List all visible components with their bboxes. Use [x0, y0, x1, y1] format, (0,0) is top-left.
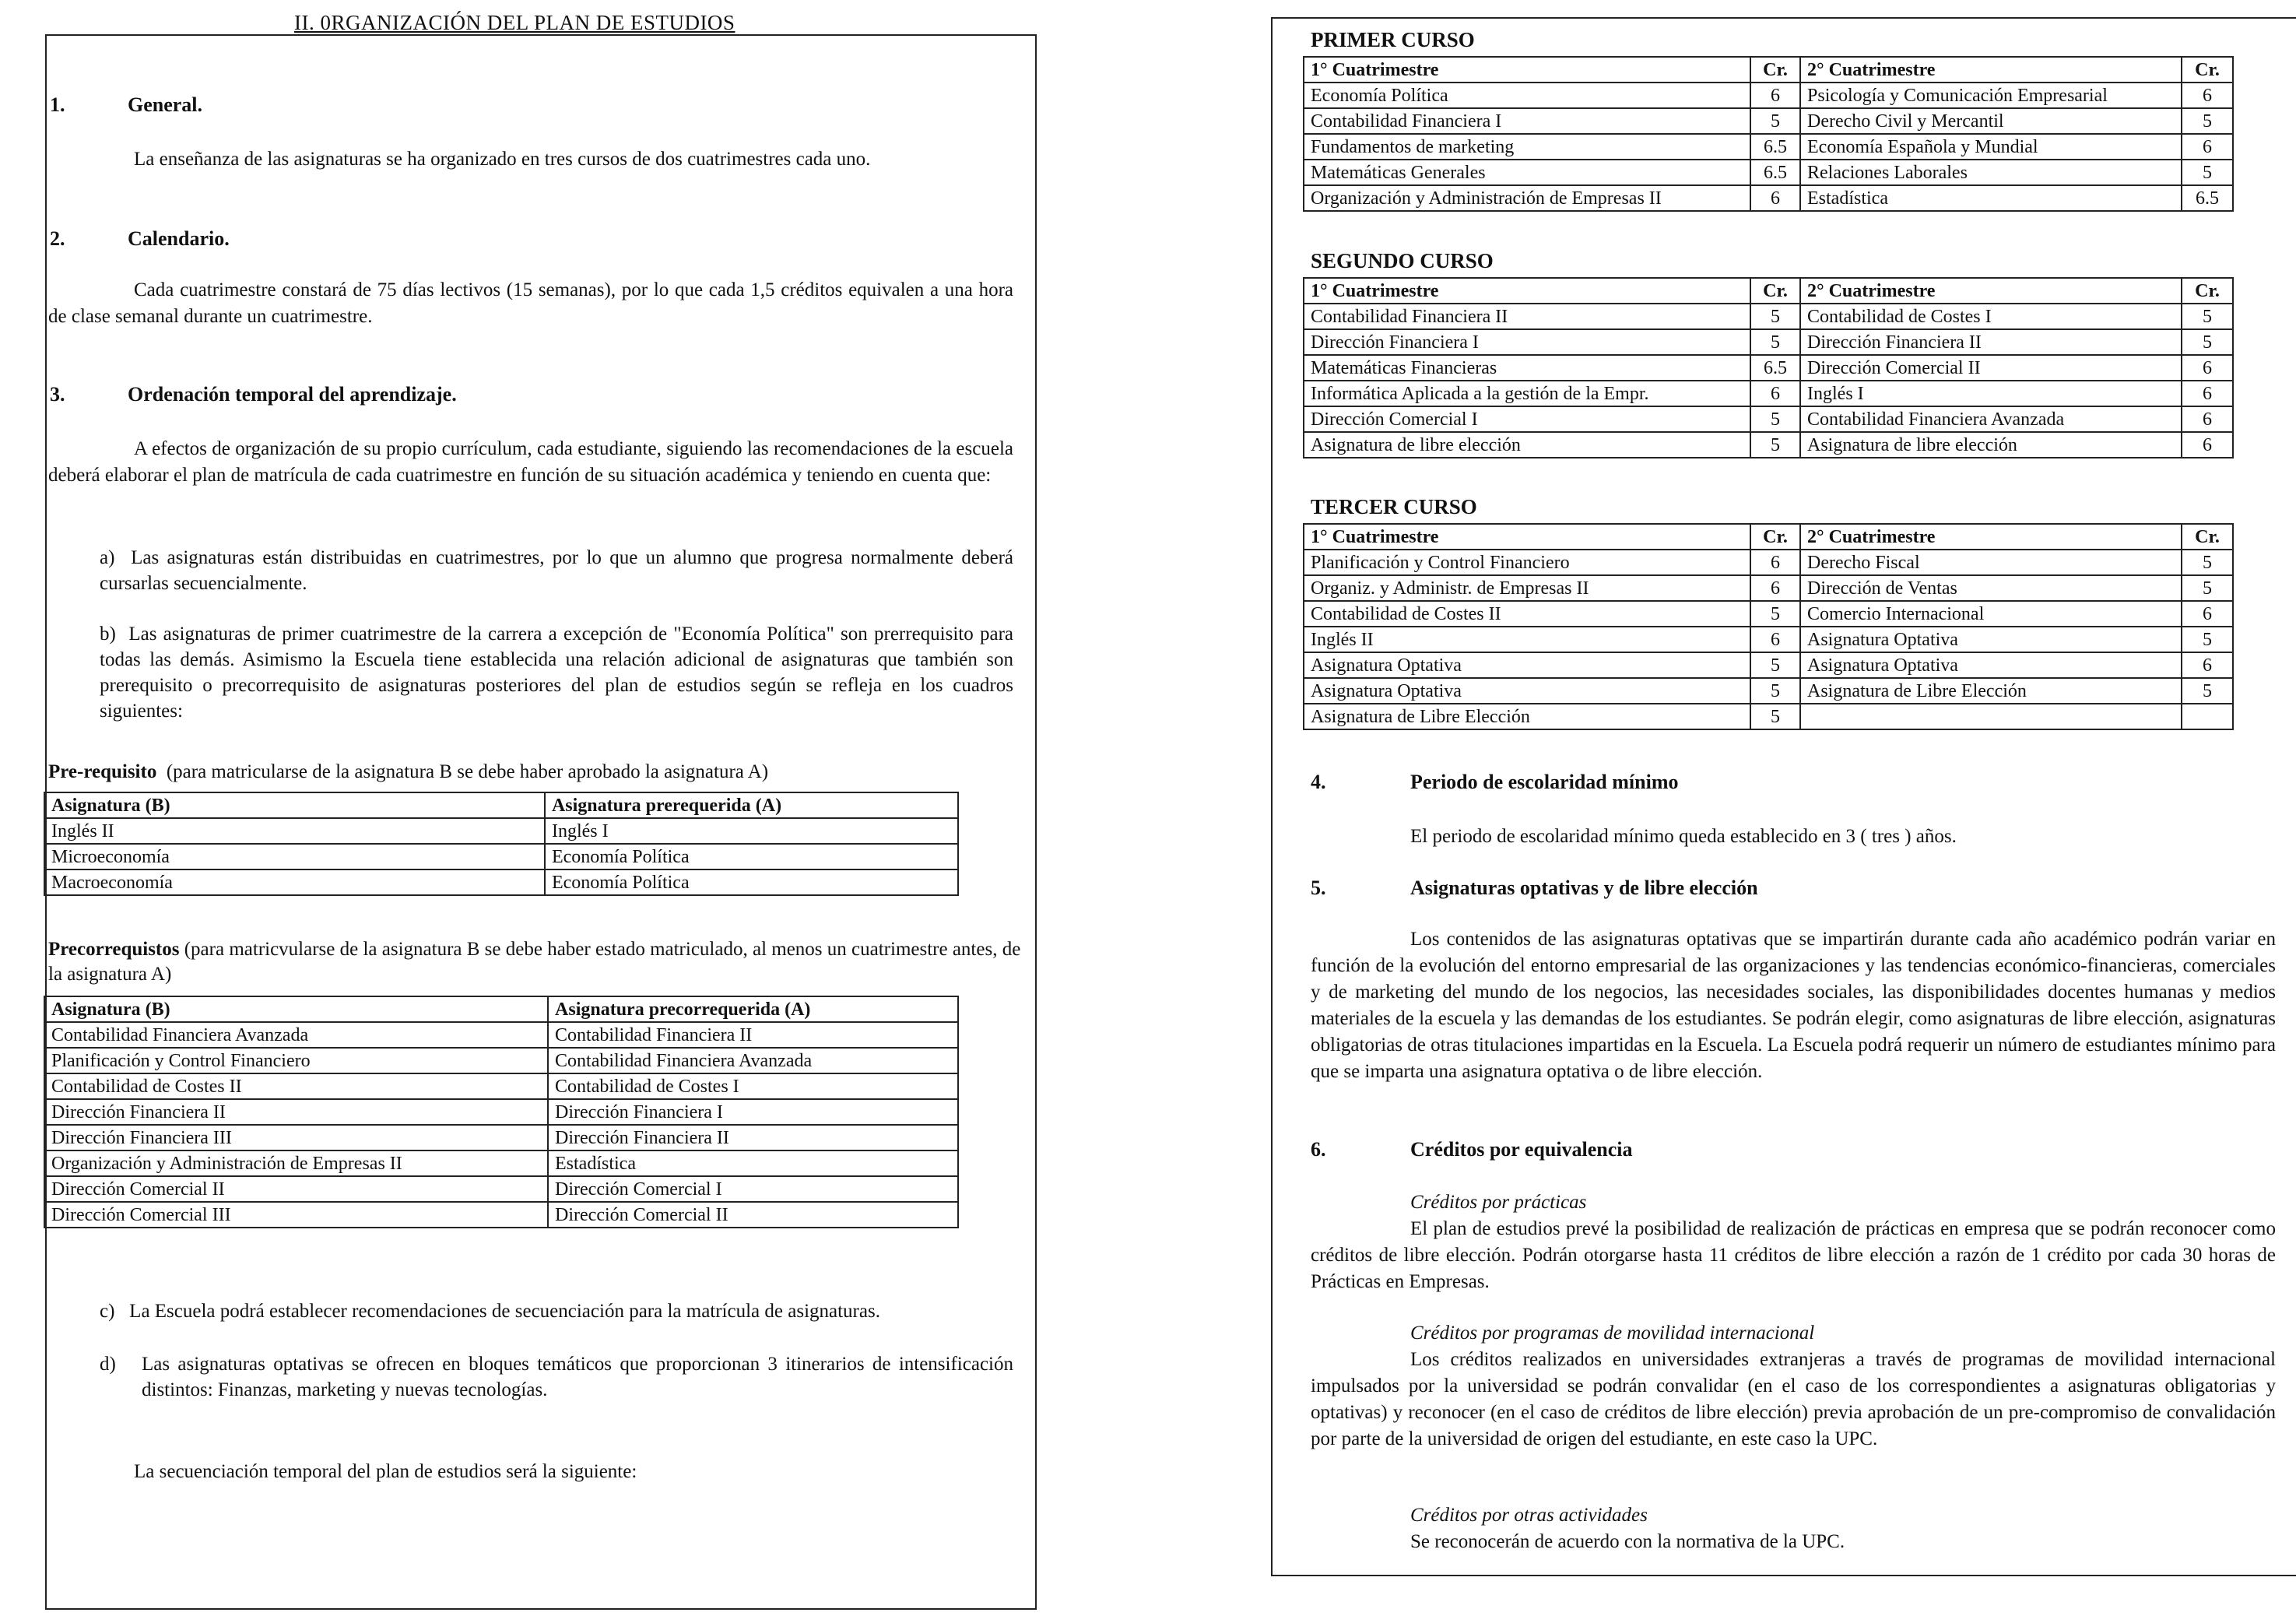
subject-cell: Contabilidad Financiera I: [1304, 108, 1750, 134]
column-header: Cr.: [1750, 278, 1800, 304]
credits-cell: 5: [1750, 406, 1800, 432]
table-cell: Organización y Administración de Empresas II: [44, 1151, 548, 1176]
subject-cell: Asignatura Optativa: [1800, 652, 2182, 678]
credits-cell: 5: [2182, 575, 2233, 601]
column-header: Cr.: [1750, 524, 1800, 550]
column-header: Asignatura (B): [44, 996, 548, 1022]
table-header-row: [1304, 57, 2233, 83]
credits-cell: 6: [2182, 381, 2233, 406]
table-cell: Dirección Comercial III: [44, 1202, 548, 1228]
item-d-label: d): [100, 1354, 116, 1375]
sub3-title: Créditos por otras actividades: [1410, 1505, 1648, 1526]
section-6-heading: [1311, 1138, 1633, 1161]
section-5-text: Los contenidos de las asignaturas optativas que se impartirán durante cada año académico podrán variar en función de la evolución del entorno empresarial de las organizaciones y las tendencias económico-financieras, comerciales y de marketing del mundo de los negocios, las necesidades sociales, las disponibilidades docentes humanas y medios materiales de la escuela y las demandas de los estudiantes. Se podrán elegir, como asignaturas de libre elección, asignaturas obligatorias de otras titulaciones impartidas en la Escuela. La Escuela podrá requerir un número de estudiantes mínimo para que se imparta una asignatura optativa o de libre elección.: [1311, 929, 2276, 1082]
closing-text: La secuenciación temporal del plan de estudios será la siguiente:: [134, 1461, 637, 1482]
column-header: Asignatura (B): [44, 792, 545, 818]
section-3-number: 3.: [50, 383, 65, 406]
table-row: [1304, 304, 2233, 329]
section-1-text: La enseñanza de las asignaturas se ha organizado en tres cursos de dos cuatrimestres cada uno.: [134, 149, 871, 170]
table-cell: Contabilidad Financiera Avanzada: [44, 1022, 548, 1048]
table-row: [44, 1176, 958, 1202]
subject-cell: Dirección de Ventas: [1800, 575, 2182, 601]
table-row: [44, 1099, 958, 1125]
section-1-title: General.: [128, 93, 203, 116]
column-header: 1° Cuatrimestre: [1304, 278, 1750, 304]
subject-cell: Planificación y Control Financiero: [1304, 550, 1750, 575]
item-b-label: b): [100, 624, 116, 645]
table-cell: Dirección Comercial II: [44, 1176, 548, 1202]
subject-cell: Asignatura Optativa: [1304, 652, 1750, 678]
table-cell: Economía Política: [545, 844, 958, 869]
credits-cell: 6.5: [1750, 134, 1800, 160]
column-header: Cr.: [2182, 278, 2233, 304]
credits-cell: 6: [1750, 83, 1800, 108]
table-header-row: [1304, 278, 2233, 304]
table-row: [44, 844, 958, 869]
credits-cell: 6: [2182, 652, 2233, 678]
subject-cell: Comercio Internacional: [1800, 601, 2182, 627]
table-row: [1304, 134, 2233, 160]
column-header: 2° Cuatrimestre: [1800, 57, 2182, 83]
column-header: Cr.: [2182, 57, 2233, 83]
table-row: [44, 1125, 958, 1151]
section-2-heading: [50, 227, 230, 251]
table-header-row: [1304, 524, 2233, 550]
table-cell: Inglés II: [44, 818, 545, 844]
section-6-title: Créditos por equivalencia: [1410, 1138, 1633, 1161]
subject-cell: Economía Española y Mundial: [1800, 134, 2182, 160]
section-2-text: Cada cuatrimestre constará de 75 días lectivos (15 semanas), por lo que cada 1,5 créditos equivalen a una hora de clase semanal durante un cuatrimestre.: [48, 279, 1013, 327]
table-header-row: [44, 996, 958, 1022]
section-1-heading: [50, 93, 202, 117]
table-row: [1304, 678, 2233, 704]
section-4-heading: [1311, 771, 1678, 794]
credits-cell: 5: [2182, 329, 2233, 355]
credits-cell: 5: [1750, 108, 1800, 134]
table-row: [1304, 627, 2233, 652]
subject-cell: Psicología y Comunicación Empresarial: [1800, 83, 2182, 108]
column-header: 1° Cuatrimestre: [1304, 57, 1750, 83]
credits-cell: 6: [2182, 406, 2233, 432]
tercer-curso-title: TERCER CURSO: [1311, 495, 1477, 518]
table-cell: Contabilidad Financiera Avanzada: [548, 1048, 958, 1073]
subject-cell: Dirección Financiera I: [1304, 329, 1750, 355]
column-header: 2° Cuatrimestre: [1800, 524, 2182, 550]
section-5-title: Asignaturas optativas y de libre elección: [1410, 876, 1758, 899]
subject-cell: Asignatura Optativa: [1800, 627, 2182, 652]
table-row: [44, 1202, 958, 1228]
item-a-label: a): [100, 547, 115, 568]
table-header-row: [44, 792, 958, 818]
section-3-text: A efectos de organización de su propio currículum, cada estudiante, siguiendo las recomendaciones de la escuela deberá elaborar el plan de matrícula de cada cuatrimestre en función de su situación académica y teniendo en cuenta que:: [48, 438, 1013, 486]
list-item-b: [100, 621, 1013, 724]
credits-cell: 5: [1750, 329, 1800, 355]
primer-curso-table: [1303, 56, 2234, 212]
item-a-text: Las asignaturas están distribuidas en cuatrimestres, por lo que un alumno que progresa normalmente deberá cursarlas secuencialmente.: [100, 547, 1014, 594]
table-row: [44, 1073, 958, 1099]
subject-cell: Matemáticas Financieras: [1304, 355, 1750, 381]
section-3-title: Ordenación temporal del aprendizaje.: [128, 383, 457, 406]
credits-cell: 5: [2182, 160, 2233, 185]
credits-cell: [2182, 704, 2233, 729]
item-d-text: Las asignaturas optativas se ofrecen en bloques temáticos que proporcionan 3 itinerarios de intensificación distintos: Finanzas, marketing y nuevas tecnologías.: [142, 1354, 1013, 1400]
table-cell: Planificación y Control Financiero: [44, 1048, 548, 1073]
table-row: [1304, 575, 2233, 601]
section-5-heading: [1311, 876, 1758, 900]
segundo-curso-title: SEGUNDO CURSO: [1311, 249, 1494, 272]
credits-cell: 5: [1750, 652, 1800, 678]
section-4-number: 4.: [1311, 771, 1326, 793]
subject-cell: Relaciones Laborales: [1800, 160, 2182, 185]
table-row: [1304, 355, 2233, 381]
list-item-c: [100, 1298, 1013, 1324]
credits-cell: 6: [1750, 185, 1800, 211]
column-header: Asignatura precorrequerida (A): [548, 996, 958, 1022]
page-title: II. 0RGANIZACIÓN DEL PLAN DE ESTUDIOS: [294, 11, 735, 34]
subject-cell: Inglés I: [1800, 381, 2182, 406]
subject-cell: Organiz. y Administr. de Empresas II: [1304, 575, 1750, 601]
table-row: [44, 818, 958, 844]
table-cell: Contabilidad de Costes I: [548, 1073, 958, 1099]
column-header: 1° Cuatrimestre: [1304, 524, 1750, 550]
sub3-text: Se reconocerán de acuerdo con la normativa de la UPC.: [1410, 1531, 1845, 1552]
credits-cell: 5: [2182, 678, 2233, 704]
segundo-curso-table: [1303, 277, 2234, 458]
table-row: [44, 1151, 958, 1176]
precorreq-table: [44, 996, 959, 1228]
table-cell: Dirección Comercial I: [548, 1176, 958, 1202]
prereq-caption: [48, 760, 1021, 785]
table-row: [1304, 406, 2233, 432]
credits-cell: 5: [1750, 304, 1800, 329]
table-row: [44, 869, 958, 895]
credits-cell: 5: [2182, 550, 2233, 575]
subject-cell: Contabilidad de Costes I: [1800, 304, 2182, 329]
subject-cell: Fundamentos de marketing: [1304, 134, 1750, 160]
section-3-heading: [50, 383, 457, 406]
column-header: Cr.: [1750, 57, 1800, 83]
credits-cell: 6.5: [1750, 160, 1800, 185]
credits-cell: 6: [2182, 134, 2233, 160]
table-cell: Contabilidad Financiera II: [548, 1022, 958, 1048]
credits-cell: 6: [2182, 83, 2233, 108]
table-cell: Dirección Financiera I: [548, 1099, 958, 1125]
subject-cell: Asignatura Optativa: [1304, 678, 1750, 704]
table-row: [1304, 550, 2233, 575]
table-row: [1304, 704, 2233, 729]
table-cell: Dirección Financiera II: [44, 1099, 548, 1125]
table-cell: Dirección Financiera III: [44, 1125, 548, 1151]
table-row: [1304, 108, 2233, 134]
subject-cell: Estadística: [1800, 185, 2182, 211]
credits-cell: 6: [2182, 601, 2233, 627]
subject-cell: Organización y Administración de Empresas II: [1304, 185, 1750, 211]
table-cell: Microeconomía: [44, 844, 545, 869]
subject-cell: Derecho Civil y Mercantil: [1800, 108, 2182, 134]
section-6-number: 6.: [1311, 1138, 1326, 1161]
tercer-curso-table: [1303, 523, 2234, 730]
table-row: [1304, 601, 2233, 627]
credits-cell: 6.5: [2182, 185, 2233, 211]
credits-cell: 6: [2182, 355, 2233, 381]
subject-cell: Dirección Financiera II: [1800, 329, 2182, 355]
subject-cell: Asignatura de Libre Elección: [1304, 704, 1750, 729]
subject-cell: Dirección Comercial II: [1800, 355, 2182, 381]
item-b-text: Las asignaturas de primer cuatrimestre de la carrera a excepción de "Economía Política" son prerrequisito para todas las demás. Asimismo la Escuela tiene establecida una relación adicional de asignaturas que también son prerequisito o precorrequisito de asignaturas posteriores del plan de estudios según se refleja en los cuadros siguientes:: [100, 624, 1013, 722]
precorreq-caption-note: (para matricvularse de la asignatura B se debe haber estado matriculado, al menos un cuatrimestre antes, de la asignatura A): [48, 939, 1021, 985]
section-1-number: 1.: [50, 93, 65, 116]
section-2-title: Calendario.: [128, 227, 230, 250]
subject-cell: Contabilidad Financiera II: [1304, 304, 1750, 329]
credits-cell: 5: [1750, 432, 1800, 458]
subject-cell: Derecho Fiscal: [1800, 550, 2182, 575]
credits-cell: 5: [1750, 704, 1800, 729]
subject-cell: Inglés II: [1304, 627, 1750, 652]
column-header: Asignatura prerequerida (A): [545, 792, 958, 818]
subject-cell: [1800, 704, 2182, 729]
subject-cell: Asignatura de libre elección: [1304, 432, 1750, 458]
credits-cell: 5: [2182, 627, 2233, 652]
section-5-number: 5.: [1311, 876, 1326, 899]
table-row: [44, 1048, 958, 1073]
prereq-caption-title: Pre-requisito: [48, 761, 157, 782]
subject-cell: Asignatura de libre elección: [1800, 432, 2182, 458]
subject-cell: Contabilidad de Costes II: [1304, 601, 1750, 627]
table-cell: Dirección Comercial II: [548, 1202, 958, 1228]
item-c-label: c): [100, 1301, 115, 1322]
section-2-number: 2.: [50, 227, 65, 250]
table-row: [44, 1022, 958, 1048]
table-row: [1304, 160, 2233, 185]
table-cell: Contabilidad de Costes II: [44, 1073, 548, 1099]
precorreq-caption: [48, 937, 1021, 987]
table-row: [1304, 329, 2233, 355]
table-cell: Economía Política: [545, 869, 958, 895]
subject-cell: Asignatura de Libre Elección: [1800, 678, 2182, 704]
credits-cell: 6: [2182, 432, 2233, 458]
subject-cell: Informática Aplicada a la gestión de la Empr.: [1304, 381, 1750, 406]
credits-cell: 6: [1750, 381, 1800, 406]
table-cell: Inglés I: [545, 818, 958, 844]
section-4-title: Periodo de escolaridad mínimo: [1410, 771, 1679, 793]
sub1-text: El plan de estudios prevé la posibilidad de realización de prácticas en empresa que se podrán reconocer como créditos de libre elección. Podrán otorgarse hasta 11 créditos de libre elección a razón de 1 crédito por cada 30 horas de Prácticas en Empresas.: [1311, 1218, 2276, 1292]
list-item-d: [100, 1351, 1013, 1403]
column-header: Cr.: [2182, 524, 2233, 550]
precorreq-caption-title: Precorrequistos: [48, 939, 180, 960]
primer-curso-title: PRIMER CURSO: [1311, 28, 1475, 51]
list-item-a: [100, 545, 1013, 596]
credits-cell: 6: [1750, 627, 1800, 652]
item-c-text: La Escuela podrá establecer recomendaciones de secuenciación para la matrícula de asignaturas.: [129, 1301, 880, 1322]
section-4-text: El periodo de escolaridad mínimo queda establecido en 3 ( tres ) años.: [1410, 826, 1957, 847]
credits-cell: 6.5: [1750, 355, 1800, 381]
subject-cell: Economía Política: [1304, 83, 1750, 108]
table-row: [1304, 185, 2233, 211]
prereq-table: [44, 792, 959, 896]
sub1-title: Créditos por prácticas: [1410, 1192, 1587, 1213]
subject-cell: Dirección Comercial I: [1304, 406, 1750, 432]
sub2-title: Créditos por programas de movilidad internacional: [1410, 1323, 1815, 1344]
table-row: [1304, 652, 2233, 678]
credits-cell: 5: [2182, 108, 2233, 134]
credits-cell: 6: [1750, 575, 1800, 601]
sub2-text: Los créditos realizados en universidades extranjeras a través de programas de movilidad internacional impulsados por la universidad se podrán convalidar (en el caso de los correspondientes a asignaturas obligatorias y optativas) y reconocer (en el caso de créditos de libre elección) previa aprobación de un pre-compromiso de convalidación por parte de la universidad de origen del estudiante, en este caso la UPC.: [1311, 1349, 2276, 1449]
subject-cell: Contabilidad Financiera Avanzada: [1800, 406, 2182, 432]
table-cell: Dirección Financiera II: [548, 1125, 958, 1151]
credits-cell: 5: [1750, 678, 1800, 704]
subject-cell: Matemáticas Generales: [1304, 160, 1750, 185]
table-cell: Macroeconomía: [44, 869, 545, 895]
prereq-caption-note: (para matricularse de la asignatura B se debe haber aprobado la asignatura A): [166, 761, 769, 782]
table-row: [1304, 381, 2233, 406]
table-row: [1304, 432, 2233, 458]
column-header: 2° Cuatrimestre: [1800, 278, 2182, 304]
table-cell: Estadística: [548, 1151, 958, 1176]
credits-cell: 5: [1750, 601, 1800, 627]
credits-cell: 5: [2182, 304, 2233, 329]
table-row: [1304, 83, 2233, 108]
credits-cell: 6: [1750, 550, 1800, 575]
